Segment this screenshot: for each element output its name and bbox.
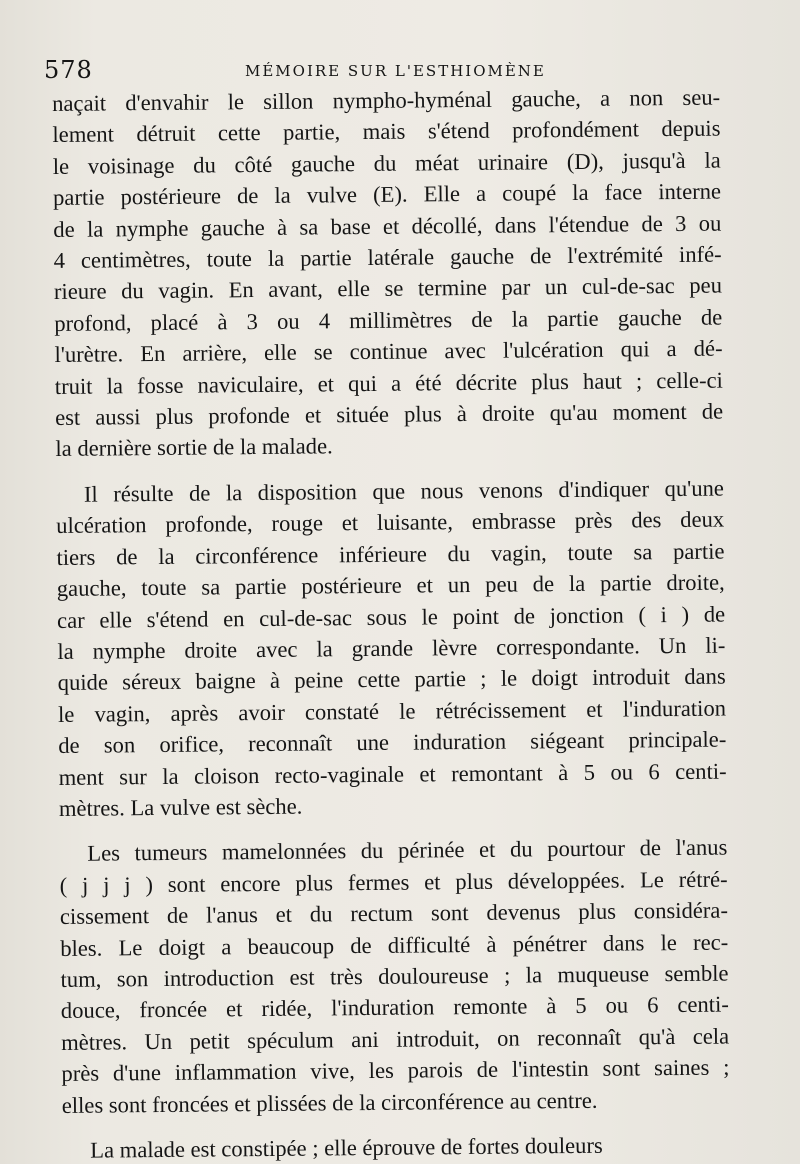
text-line: près d'une inflammation vive, les parois de l'intestin sont saines ; bbox=[61, 1054, 730, 1087]
text-line: La malade est constipée ; elle éprouve de fortes douleurs bbox=[90, 1132, 603, 1163]
text-line: car elle s'étend en cul-de-sac sous le point de jonction ( i ) de bbox=[56, 601, 726, 633]
text-line: truit la fosse naviculaire, et qui a été décrite plus haut ; celle-ci bbox=[54, 367, 723, 399]
text-line: de son orifice, reconnaît une induration siégeant principale- bbox=[58, 726, 727, 759]
paragraph bbox=[52, 82, 724, 465]
text-line: gauche, toute sa partie postérieure et un peu de la partie droite, bbox=[56, 569, 725, 602]
text-line: mètres. La vulve est sèche. bbox=[58, 793, 303, 821]
text-line: partie postérieure de la vulve (E). Elle a coupé la face interne bbox=[52, 178, 722, 211]
paragraph bbox=[62, 1129, 730, 1164]
text-line: naçait d'envahir le sillon nympho-hyménal gauche, a non seu- bbox=[52, 84, 721, 116]
text-line: cissement de l'anus et du rectum sont devenus plus considéra- bbox=[59, 897, 729, 930]
text-line: l'urètre. En arrière, elle se continue avec l'ulcération qui a dé- bbox=[54, 335, 723, 368]
text-line: douce, froncée et ridée, l'induration remonte à 5 ou 6 centi- bbox=[60, 991, 729, 1024]
text-line: Il résulte de la disposition que nous venons d'indiquer qu'une bbox=[83, 475, 724, 507]
text-line: de la nymphe gauche à sa base et décollé, dans l'étendue de 3 ou bbox=[53, 210, 722, 242]
text-line: ulcération profonde, rouge et luisante, embrasse près des deux bbox=[56, 506, 725, 539]
text-line: elles sont froncées et plissées de la circonférence au centre. bbox=[61, 1087, 598, 1118]
text-line: tiers de la circonférence inférieure du vagin, toute sa partie bbox=[56, 538, 725, 570]
text-line: le voisinage du côté gauche du méat urinaire (D), jusqu'à la bbox=[52, 147, 721, 179]
text-line: quide séreux baigne à peine cette partie ; le doigt introduit dans bbox=[57, 663, 726, 696]
text-line: profond, placé à 3 ou 4 millimètres de la partie gauche de bbox=[54, 304, 723, 336]
running-title: MÉMOIRE SUR L'ESTHIOMÈNE bbox=[245, 62, 546, 80]
paragraph bbox=[59, 832, 730, 1121]
body-text bbox=[52, 82, 730, 1164]
text-line: ment sur la cloison recto-vaginale et remontant à 5 ou 6 centi- bbox=[58, 758, 727, 790]
text-line: rieure du vagin. En avant, elle se termine par un cul-de-sac peu bbox=[53, 273, 723, 305]
page-header bbox=[40, 56, 720, 86]
text-line: lement détruit cette partie, mais s'étend profondément depuis bbox=[52, 115, 721, 148]
text-line: ( j j j ) sont encore plus fermes et plus développées. Le rétré- bbox=[59, 866, 728, 898]
text-line: la dernière sortie de la malade. bbox=[55, 433, 333, 462]
paragraph bbox=[56, 472, 727, 824]
text-line: tum, son introduction est très douloureuse ; la muqueuse semble bbox=[60, 960, 729, 992]
text-line: bles. Le doigt a beaucoup de difficulté à pénétrer dans le rec- bbox=[60, 929, 729, 961]
text-line: 4 centimètres, toute la partie latérale gauche de l'extrémité infé- bbox=[53, 241, 722, 274]
text-line: mètres. Un petit spéculum ani introduit, on reconnaît qu'à cela bbox=[61, 1023, 730, 1055]
text-line: le vagin, après avoir constaté le rétrécissement et l'induration bbox=[57, 695, 727, 727]
text-line: la nymphe droite avec la grande lèvre correspondante. Un li- bbox=[57, 632, 726, 664]
text-line: Les tumeurs mamelonnées du périnée et du pourtour de l'anus bbox=[87, 834, 728, 867]
page-number: 578 bbox=[44, 56, 93, 84]
text-line: est aussi plus profonde et située plus à droite qu'au moment de bbox=[55, 398, 724, 431]
